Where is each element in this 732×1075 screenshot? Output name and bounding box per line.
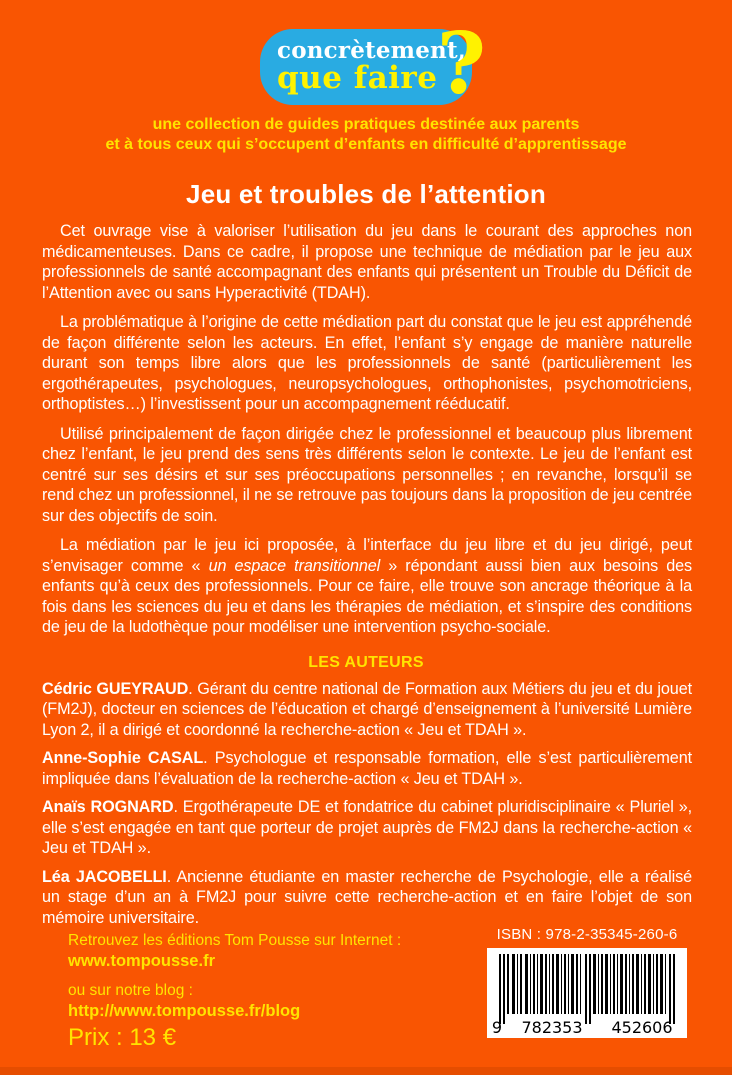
isbn-label: ISBN : 978-2-35345-260-6: [496, 926, 678, 943]
publisher-logo: [260, 14, 486, 113]
barcode-bars-icon: [499, 954, 675, 1024]
book-title: Jeu et troubles de l’attention: [186, 179, 546, 209]
author-name: Anaïs ROGNARD: [42, 798, 174, 816]
bottom-edge-strip: [0, 1067, 732, 1075]
synopsis-paragraph-4-lead: La médiation par le jeu ici proposée, à l’interface du jeu libre et du jeu dirigé, peut s’envisager comme «: [42, 536, 692, 575]
price-label: Prix : 13 €: [68, 1024, 177, 1051]
blog-label: ou sur notre blog :: [68, 982, 193, 999]
author-entry: [42, 797, 692, 859]
synopsis-paragraph-3: Utilisé principalement de façon dirigée chez le professionnel et beaucoup plus librement chez l’enfant, le jeu prend des sens très différents selon le contexte. Le jeu de l’enfant est centré sur ses désirs et sur ses préoccupations personnelles ; en revanche, lorsqu’il se rend chez un professionnel, il ne se retrouve pas toujours dans la proposition de jeu centrée sur des objectifs de soin.: [42, 424, 692, 525]
author-bio: . Ancienne étudiante en master recherche de Psychologie, elle a réalisé un stage d’un an à FM2J pour suivre cette recherche-action et en faire l’objet de son mémoire universitaire.: [42, 867, 692, 927]
author-entry: [42, 748, 692, 789]
synopsis-paragraph-4-tail: » répondant aussi bien aux besoins des enfants qu’à ceux des professionnels. Pour ce faire, elle trouve son ancrage théorique à la fois dans les sciences du jeu et dans les thérapies de médiation, et s’inspire des conditions de jeu de la ludothèque pour modéliser une intervention psycho-sociale.: [42, 556, 692, 636]
publisher-links: [68, 931, 401, 1021]
collection-tagline-line1: une collection de guides pratiques destinée aux parents: [152, 116, 580, 133]
author-name: Anne-Sophie CASAL: [42, 749, 204, 767]
barcode-left-group: 782353: [521, 1018, 583, 1037]
author-entry: [42, 679, 692, 741]
barcode: [487, 948, 687, 1038]
logo-text-line2: que faire: [277, 60, 438, 96]
synopsis-paragraph-1: Cet ouvrage vise à valoriser l’utilisation du jeu dans le courant des approches non médicamenteuses. Dans ce cadre, il propose une technique de médiation par le jeu aux professionnels de santé accompagnant des enfants qui présentent un Trouble du Déficit de l’Attention avec ou sans Hyperactivité (TDAH).: [42, 222, 692, 302]
author-name: Léa JACOBELLI: [42, 867, 167, 886]
collection-tagline-line2: et à tous ceux qui s’occupent d’enfants en difficulté d’apprentissage: [105, 135, 627, 153]
author-bio: . Ergothérapeute DE et fondatrice du cabinet pluridisciplinaire « Pluriel », elle s’est engagée en tant que porteur de projet auprès de FM2J dans la recherche-action « Jeu et TDAH ».: [42, 798, 692, 857]
author-entry: [42, 867, 692, 929]
synopsis-paragraph-4: [42, 535, 692, 638]
authors-heading: LES AUTEURS: [308, 653, 424, 671]
website-link: www.tompousse.fr: [68, 952, 215, 970]
synopsis-paragraph-2: La problématique à l’origine de cette médiation part du constat que le jeu est appréhendé de façon différente selon les acteurs. En effet, l’enfant s’y engage de manière naturelle durant son temps libre alors que les professionnels de santé (particulièrement les ergothérapeutes, psychologues, neuropsychologues, orthophonistes, psychomotriciens, orthoptistes…) l’investissent pour un accompagnement rééducatif.: [42, 313, 692, 413]
synopsis-italic-phrase: un espace transitionnel: [208, 556, 381, 575]
internet-label: Retrouvez les éditions Tom Pousse sur Internet :: [68, 932, 402, 949]
author-bio: . Gérant du centre national de Formation aux Métiers du jeu et du jouet (FM2J), docteur en sciences de l’éducation et chargé d’enseignement à l’université Lumière Lyon 2, il a dirigé et coordonné la recherche-action « Jeu et TDAH ».: [42, 679, 693, 739]
collection-tagline: [0, 115, 732, 154]
barcode-right-group: 452606: [611, 1018, 673, 1037]
publisher-logo-box: [260, 14, 486, 113]
authors-list: [42, 679, 692, 929]
author-bio: . Psychologue et responsable formation, elle s’est particulièrement impliquée dans l’évaluation de la recherche-action « Jeu et TDAH ».: [42, 749, 692, 788]
barcode-digits: [487, 1018, 687, 1037]
barcode-lead-digit: 9: [491, 1018, 503, 1037]
question-mark-icon: ?: [436, 14, 486, 113]
author-name: Cédric GUEYRAUD: [42, 679, 189, 698]
logo-text-line1: concrètement,: [277, 37, 467, 64]
blog-link: http://www.tompousse.fr/blog: [68, 1002, 301, 1020]
synopsis: [42, 221, 692, 638]
